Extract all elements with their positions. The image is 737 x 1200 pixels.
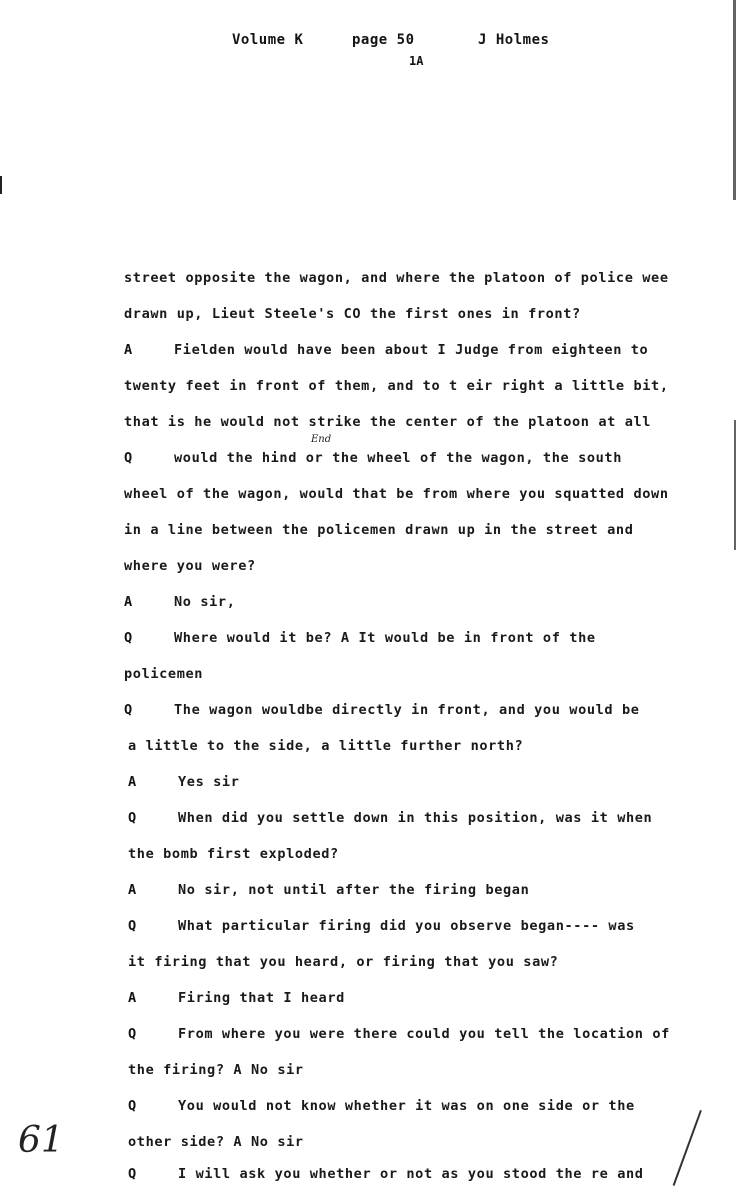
line-text: From where you were there could you tell the location of [178, 1026, 670, 1042]
line-text: in a line between the policemen drawn up in the street and [124, 522, 634, 538]
header-sub-mark: 1A [409, 54, 424, 68]
line-text: Where would it be? A It would be in front of the [174, 630, 596, 646]
left-edge-mark [0, 176, 2, 194]
line-text: You would not know whether it was on one side or the [178, 1098, 635, 1114]
pen-stroke [673, 1110, 702, 1186]
speaker-label: Q [128, 918, 137, 934]
line-text: a little to the side, a little further north? [128, 738, 524, 754]
handwritten-page-number: 61 [18, 1120, 64, 1161]
line-text: that is he would not strike the center of the platoon at all [124, 414, 652, 430]
speaker-label: A [124, 594, 133, 610]
speaker-label: Q [124, 450, 133, 466]
line-text: I will ask you whether or not as you stood the re and [178, 1166, 644, 1182]
line-text: the firing? A No sir [128, 1062, 304, 1078]
speaker-label: A [124, 342, 133, 358]
header-witness-name: J Holmes [478, 32, 550, 48]
line-text: other side? A No sir [128, 1134, 304, 1150]
header-volume: Volume K [232, 32, 304, 48]
line-text: policemen [124, 666, 204, 682]
line-text: When did you settle down in this position, was it when [178, 810, 653, 826]
line-text: No sir, [174, 594, 236, 610]
speaker-label: Q [128, 810, 137, 826]
line-text: Yes sir [178, 774, 240, 790]
line-text: Firing that I heard [178, 990, 345, 1006]
speaker-label: Q [128, 1166, 137, 1182]
line-text: street opposite the wagon, and where the platoon of police wee [124, 270, 669, 286]
line-text: it firing that you heard, or firing that you saw? [128, 954, 559, 970]
line-text: twenty feet in front of them, and to t eir right a little bit, [124, 378, 669, 394]
line-text: the bomb first exploded? [128, 846, 339, 862]
speaker-label: Q [124, 630, 133, 646]
line-text: drawn up, Lieut Steele's CO the first ones in front? [124, 306, 581, 322]
line-text: Fielden would have been about I Judge from eighteen to [174, 342, 649, 358]
speaker-label: Q [128, 1098, 137, 1114]
line-text: would the hind or the wheel of the wagon, the south [174, 450, 622, 466]
speaker-label: A [128, 774, 137, 790]
speaker-label: Q [128, 1026, 137, 1042]
speaker-label: Q [124, 702, 133, 718]
line-text: The wagon wouldbe directly in front, and you would be [174, 702, 640, 718]
speaker-label: A [128, 990, 137, 1006]
handwritten-insertion: End [311, 434, 332, 445]
speaker-label: A [128, 882, 137, 898]
right-edge-mark [733, 0, 736, 200]
line-text: wheel of the wagon, would that be from where you squatted down [124, 486, 669, 502]
line-text: where you were? [124, 558, 256, 574]
line-text: No sir, not until after the firing began [178, 882, 530, 898]
line-text: What particular firing did you observe began---- was [178, 918, 635, 934]
right-edge-mark-lower [734, 420, 736, 550]
header-page-number: page 50 [352, 32, 415, 48]
